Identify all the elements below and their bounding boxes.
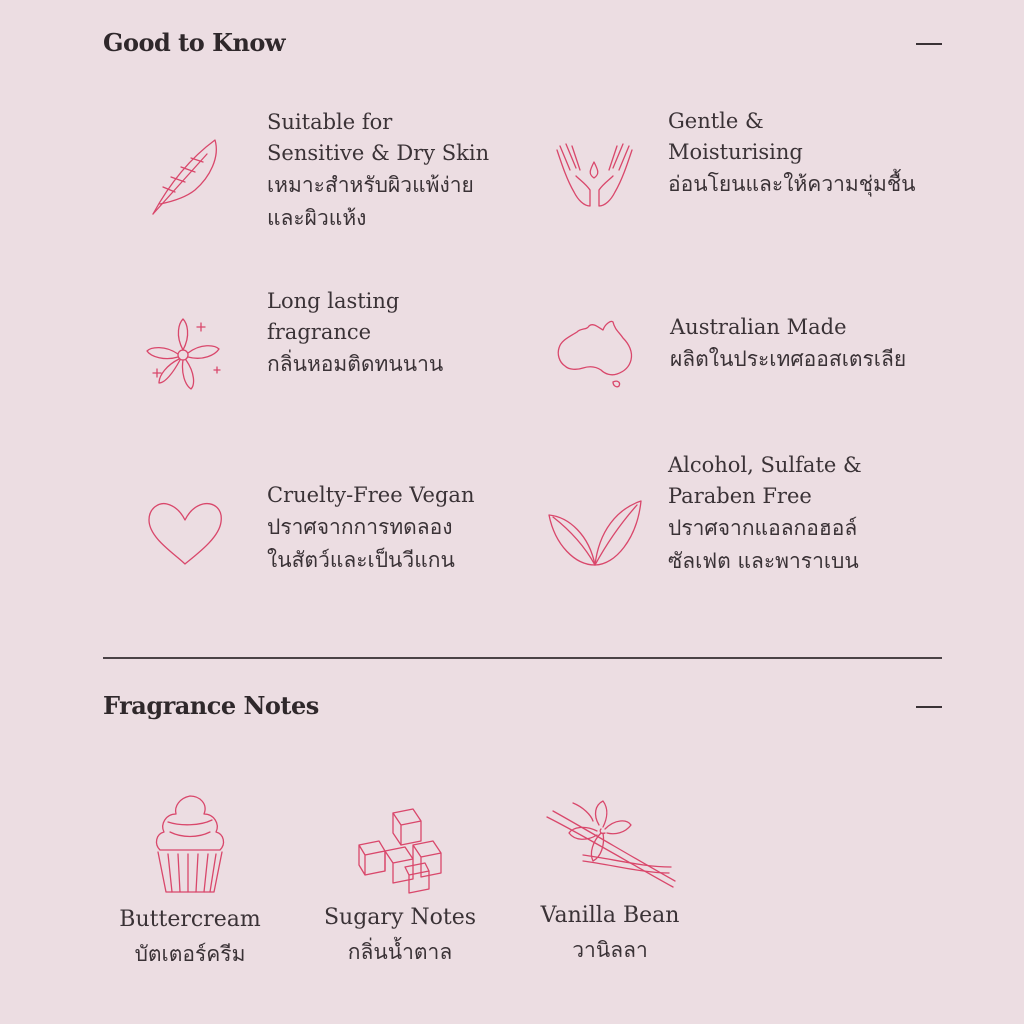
note-th-label: วานิลลา: [572, 938, 648, 962]
hands-droplet-icon: [552, 140, 637, 212]
heart-icon: [145, 498, 227, 570]
flower-icon: [143, 315, 228, 395]
fragrance-notes-title: Fragrance Notes: [103, 691, 319, 720]
feature-th-line2: ในสัตว์และเป็นวีแกน: [267, 548, 455, 572]
feature-en-line2: fragrance: [267, 320, 372, 344]
fragrance-notes-collapse-button[interactable]: [916, 697, 942, 717]
note-vanilla: [530, 795, 690, 967]
good-to-know-collapse-button[interactable]: [916, 34, 942, 54]
feature-en-line1: Gentle &: [668, 109, 764, 133]
note-th-label: บัตเตอร์ครีม: [134, 942, 246, 966]
feature-th-line1: ปราศจากการทดลอง: [267, 515, 453, 539]
sugar-cubes-icon: [355, 805, 445, 897]
feature-th-line1: ปราศจากแอลกอฮอล์: [668, 516, 858, 540]
minus-icon: [916, 706, 942, 708]
good-to-know-title: Good to Know: [103, 28, 286, 57]
note-buttercream: [110, 792, 270, 971]
note-en-label: Vanilla Bean: [540, 903, 680, 928]
feature-en-line1: Australian Made: [670, 315, 847, 339]
feature-th-line1: กลิ่นหอมติดทนนาน: [267, 352, 444, 376]
leaves-icon: [545, 495, 645, 570]
feature-en-line1: Suitable for: [267, 110, 393, 134]
feature-en-line1: Cruelty-Free Vegan: [267, 483, 475, 507]
feature-en-line2: Moisturising: [668, 140, 803, 164]
vanilla-bean-icon: [543, 795, 678, 895]
feature-th-line1: ผลิตในประเทศออสเตรเลีย: [670, 347, 907, 371]
note-en-label: Buttercream: [119, 907, 261, 932]
note-th-label: กลิ่นน้ำตาล: [347, 940, 453, 964]
feature-en-line1: Long lasting: [267, 289, 400, 313]
feature-en-line1: Alcohol, Sulfate &: [668, 453, 862, 477]
feature-en-line2: Sensitive & Dry Skin: [267, 141, 490, 165]
note-en-label: Sugary Notes: [323, 905, 477, 930]
australia-map-icon: [553, 318, 638, 393]
feather-icon: [145, 132, 225, 222]
feature-en-line2: Paraben Free: [668, 484, 812, 508]
minus-icon: [916, 43, 942, 45]
note-sugary: [320, 805, 480, 969]
feature-th-line2: ซัลเฟต และพาราเบน: [668, 549, 859, 573]
feature-th-line2: และผิวแห้ง: [267, 206, 367, 230]
feature-th-line1: อ่อนโยนและให้ความชุ่มชื้น: [668, 172, 916, 196]
feature-th-line1: เหมาะสำหรับผิวแพ้ง่าย: [267, 173, 474, 197]
cupcake-icon: [150, 792, 230, 897]
section-divider: [103, 657, 942, 659]
